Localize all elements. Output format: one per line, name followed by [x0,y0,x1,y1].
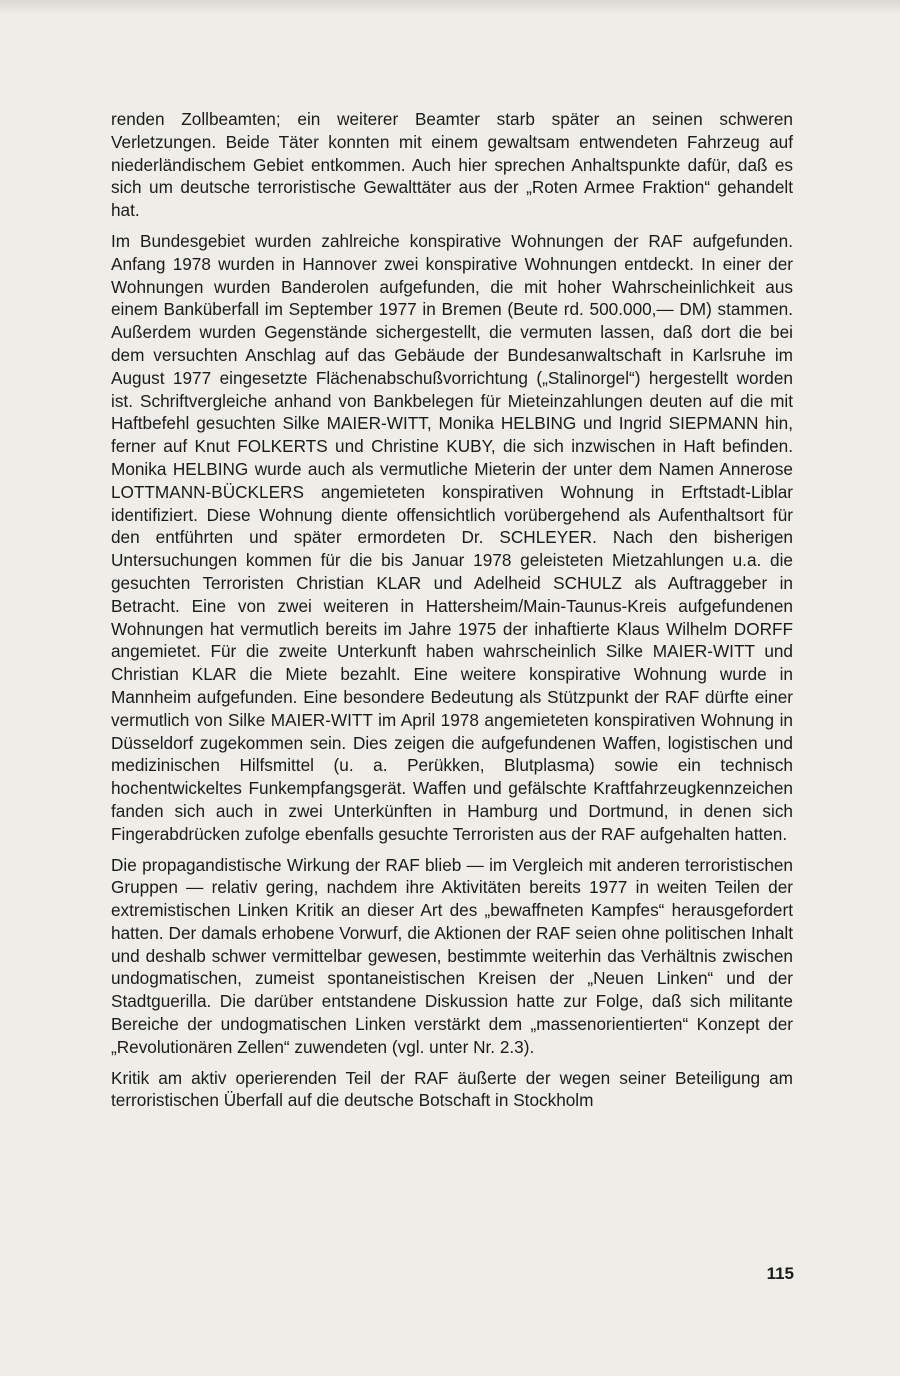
paragraph-4: Kritik am aktiv operierenden Teil der RAF äußerte der wegen seiner Beteiligung am terroristischen Überfall auf die deutsche Botschaft in Stockholm [111,1067,793,1111]
paragraph-1: renden Zollbeamten; ein weiterer Beamter starb später an seinen schweren Verletzungen. Beide Täter konnten mit einem gewaltsam entwendeten Fahrzeug auf niederländischem Gebiet entkommen. Auch hier sprechen Anhaltspunkte dafür, daß es sich um deutsche terroristische Gewalttäter aus der „Roten Armee Fraktion“ gehandelt hat. [111,109,793,221]
page-number: 115 [766,1264,794,1283]
paragraph-3: Die propagandistische Wirkung der RAF blieb — im Vergleich mit anderen terroristischen Gruppen — relativ gering, nachdem ihre Aktivitäten bereits 1977 in weiten Teilen der extremistischen Linken Kritik an dieser Art des „bewaffneten Kampfes“ herausgefordert hatten. Der damals erhobene Vorwurf, die Aktionen der RAF seien ohne politischen Inhalt und deshalb schwer vermittelbar gewesen, bestimmte weiterhin das Verhältnis zwischen undogmatischen, zumeist spontaneistischen Kreisen der „Neuen Linken“ und der Stadtguerilla. Die darüber entstandene Diskussion hatte zur Folge, daß sich militante Bereiche der undogmatischen Linken verstärkt dem „massenorientierten“ Konzept der „Revolutionären Zellen“ zuwendeten (vgl. unter Nr. 2.3). [111,854,793,1057]
scan-edge [0,0,900,14]
text-column [111,108,793,1120]
paragraph-2: Im Bundesgebiet wurden zahlreiche konspirative Wohnungen der RAF aufgefunden. Anfang 1978 wurden in Hannover zwei konspirative Wohnungen entdeckt. In einer der Wohnungen wurden Banderolen aufgefunden, die mit hoher Wahrscheinlichkeit aus einem Banküberfall im September 1977 in Bremen (Beute rd. 500.000,— DM) stammen. Außerdem wurden Gegenstände sichergestellt, die vermuten lassen, daß dort die bei dem versuchten Anschlag auf das Gebäude der Bundesanwaltschaft in Karlsruhe im August 1977 eingesetzte Flächenabschußvorrichtung („Stalinorgel“) hergestellt worden ist. Schriftvergleiche anhand von Bankbelegen für Mieteinzahlungen deuten auf die mit Haftbefehl gesuchten Silke MAIER-WITT, Monika HELBING und Ingrid SIEPMANN hin, ferner auf Knut FOLKERTS und Christine KUBY, die sich inzwischen in Haft befinden. Monika HELBING wurde auch als vermutliche Mieterin der unter dem Namen Annerose LOTTMANN-BÜCKLERS angemieteten konspirativen Wohnung in Erftstadt-Liblar identifiziert. Diese Wohnung diente offensichtlich vorübergehend als Aufenthaltsort für den entführten und später ermordeten Dr. SCHLEYER. Nach den bisherigen Untersuchungen kommen für die bis Januar 1978 geleisteten Mietzahlungen u.a. die gesuchten Terroristen Christian KLAR und Adelheid SCHULZ als Auftraggeber in Betracht. Eine von zwei weiteren in Hattersheim/Main-Taunus-Kreis aufgefundenen Wohnungen hat vermutlich bereits im Jahre 1975 der inhaftierte Klaus Wilhelm DORFF angemietet. Für die zweite Unterkunft haben wahrscheinlich Silke MAIER-WITT und Christian KLAR die Miete bezahlt. Eine weitere konspirative Wohnung wurde in Mannheim aufgefunden. Eine besondere Bedeutung als Stützpunkt der RAF dürfte einer vermutlich von Silke MAIER-WITT im April 1978 angemieteten konspirativen Wohnung in Düsseldorf zugekommen sein. Dies zeigen die aufgefundenen Waffen, logistischen und medizinischen Hilfsmittel (u. a. Perükken, Blutplasma) sowie ein technisch hochentwickeltes Funkempfangsgerät. Waffen und gefälschte Kraftfahrzeugkennzeichen fanden sich auch in zwei Unterkünften in Hamburg und Dortmund, in denen sich Fingerabdrücken zufolge ebenfalls gesuchte Terroristen aus der RAF aufgehalten hatten. [111,230,793,844]
